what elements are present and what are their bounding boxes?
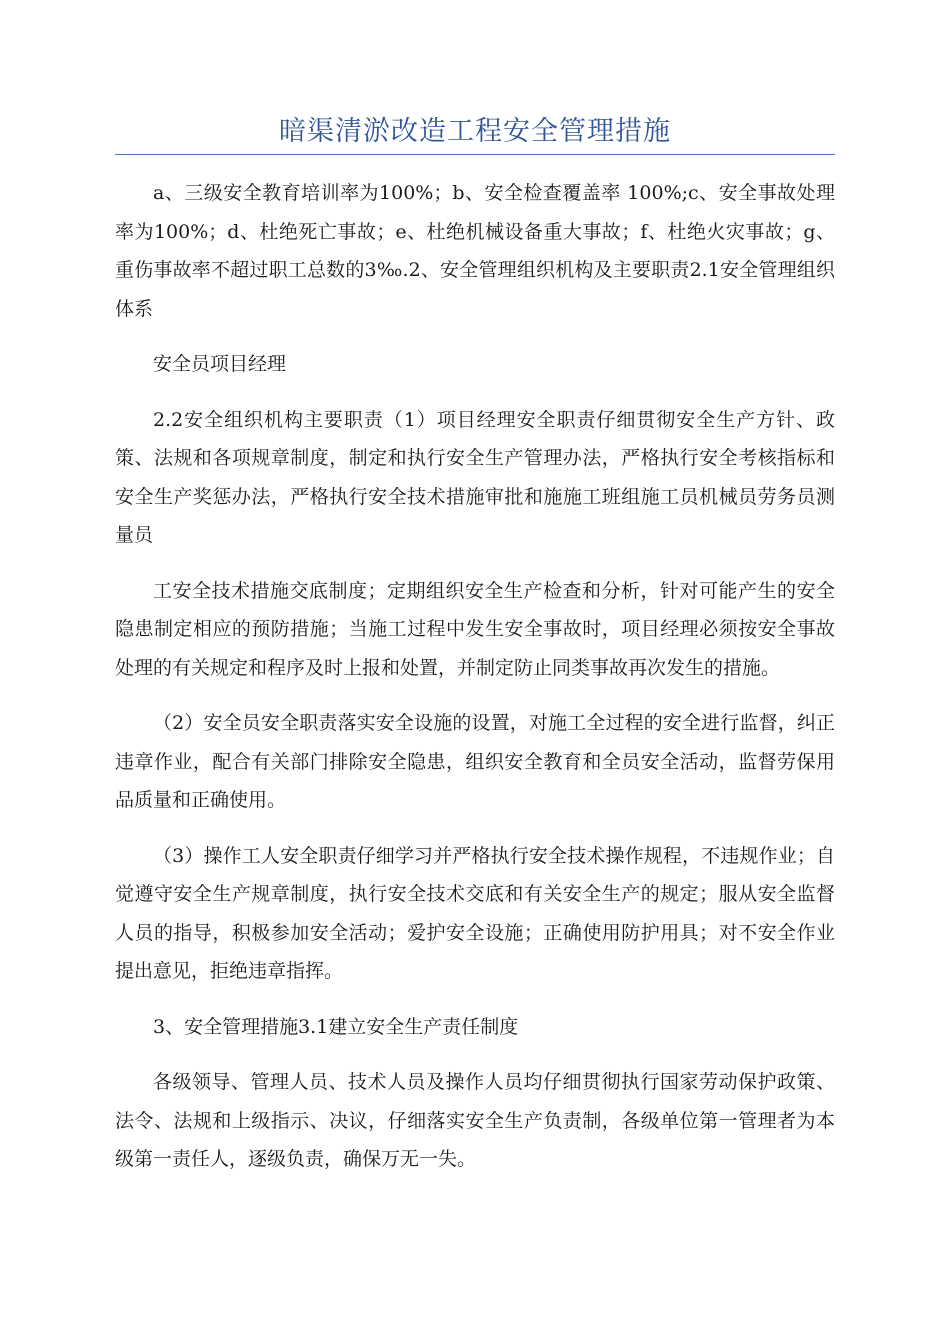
paragraph-technical-disclosure: 工安全技术措施交底制度；定期组织安全生产检查和分析，针对可能产生的安全隐患制定相应的预防措施；当施工过程中发生安全事故时，项目经理必须按安全事故处理的有关规定和程序及时上报和处置，并制定防止同类事故再次发生的措施。 — [115, 579, 835, 679]
paragraph-safety-targets: a、三级安全教育培训率为100%；b、安全检查覆盖率 100%;c、安全事故处理率为100%；d、杜绝死亡事故；e、杜绝机械设备重大事故；f、杜绝火灾事故；g、重伤事故率不超过职工总数的3‰.2、安全管理组织机构及主要职责2.1安全管理组织体系 — [115, 182, 835, 320]
paragraph-project-manager-duties: 2.2安全组织机构主要职责（1）项目经理安全职责仔细贯彻安全生产方针、政策、法规和各项规章制度，制定和执行安全生产管理办法，严格执行安全考核指标和安全生产奖惩办法，严格执行安全技术措施审批和施施工班组施工员机械员劳务员测量员 — [115, 408, 835, 546]
paragraph-worker-duties: （3）操作工人安全职责仔细学习并严格执行安全技术操作规程，不违规作业；自觉遵守安全生产规章制度，执行安全技术交底和有关安全生产的规定；服从安全监督人员的指导，积极参加安全活动；爱护安全设施；正确使用防护用具；对不安全作业提出意见，拒绝违章指挥。 — [115, 844, 835, 982]
paragraph-org-chart-label: 安全员项目经理 — [153, 353, 287, 375]
title-underline — [115, 154, 835, 155]
paragraph-safety-officer-duties: （2）安全员安全职责落实安全设施的设置，对施工全过程的安全进行监督，纠正违章作业，配合有关部门排除安全隐患，组织安全教育和全员安全活动，监督劳保用品质量和正确使用。 — [115, 712, 835, 811]
paragraph-responsibility-system: 各级领导、管理人员、技术人员及操作人员均仔细贯彻执行国家劳动保护政策、法令、法规和上级指示、决议，仔细落实安全生产负责制，各级单位第一管理者为本级第一责任人，逐级负责，确保万无一失。 — [115, 1071, 835, 1170]
document-title: 暗渠清淤改造工程安全管理措施 — [279, 116, 671, 147]
document-body — [115, 174, 835, 1179]
paragraph-section-3-heading: 3、安全管理措施3.1建立安全生产责任制度 — [153, 1015, 519, 1038]
